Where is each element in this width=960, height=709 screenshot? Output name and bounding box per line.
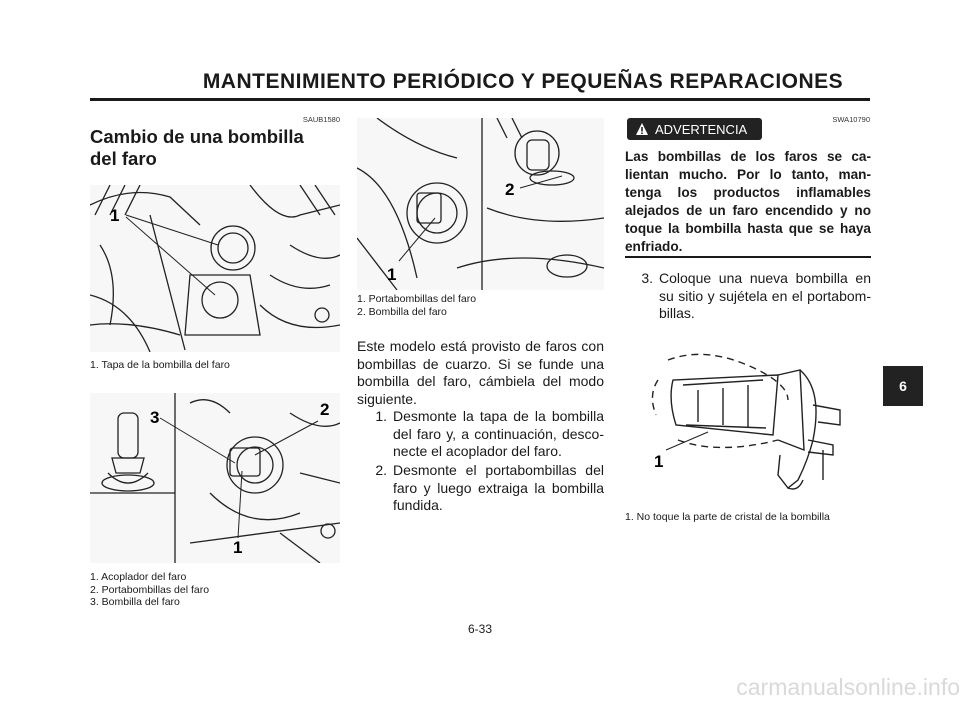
watermark: carmanualsonline.info bbox=[736, 674, 960, 700]
figure2-callout-2: 2 bbox=[320, 400, 330, 419]
step-2-number: 2. bbox=[375, 462, 387, 478]
figure3-callout-2: 2 bbox=[505, 180, 515, 199]
figure-headlight-coupler bbox=[90, 393, 340, 563]
figure-headlight-cover bbox=[90, 185, 340, 352]
step-3-number: 3. bbox=[641, 270, 653, 286]
warning-rule bbox=[625, 256, 871, 258]
figure2-callout-3: 3 bbox=[150, 408, 160, 427]
step-2-text: Desmonte el portabombillas del faro y luego extraiga la bombilla fundida. bbox=[393, 462, 604, 513]
warning-text: Las bombillas de los faros se ca-lientan mucho. Por lo tanto, man-tenga los productos inflamables alejados de un faro encendido y no toque la bombilla hasta que se haya enfriado. bbox=[625, 149, 871, 254]
figure1-caption: 1. Tapa de la bombilla del faro bbox=[90, 359, 230, 371]
figure3-callout-1: 1 bbox=[387, 265, 397, 284]
step-1-number: 1. bbox=[375, 408, 387, 424]
page-header-title: MANTENIMIENTO PERIÓDICO Y PEQUEÑAS REPARACIONES bbox=[202, 70, 844, 93]
step-2 bbox=[357, 462, 604, 515]
figure2-caption-line3: 3. Bombilla del faro bbox=[90, 596, 180, 608]
chapter-tab: 6 bbox=[883, 366, 923, 406]
figure2-caption-line1: 1. Acoplador del faro bbox=[90, 571, 187, 583]
figure2-caption bbox=[90, 571, 340, 609]
figure2-callout-1: 1 bbox=[233, 538, 243, 557]
figure4-callout-1: 1 bbox=[654, 452, 664, 471]
step-3 bbox=[625, 270, 871, 323]
header-rule bbox=[90, 98, 870, 101]
figure4-caption: 1. No toque la parte de cristal de la bombilla bbox=[625, 511, 830, 523]
figure1-callout-1: 1 bbox=[110, 206, 120, 225]
figure3-caption-line1: 1. Portabombillas del faro bbox=[357, 293, 477, 305]
warning-label: ADVERTENCIA bbox=[655, 121, 748, 137]
warning-icon bbox=[635, 122, 649, 136]
step-3-text: Coloque una nueva bombilla en su sitio y sujétela en el portabom-billas. bbox=[659, 270, 871, 321]
section-code: SAUB1580 bbox=[302, 115, 340, 124]
page-number: 6-33 bbox=[467, 622, 493, 636]
section-title-line1: Cambio de una bombilla bbox=[90, 126, 304, 147]
figure2-caption-line2: 2. Portabombillas del faro bbox=[90, 583, 210, 596]
figure-headlight-coupler-drawing bbox=[90, 393, 340, 563]
warning-badge bbox=[627, 118, 762, 140]
intro-paragraph: Este modelo está provisto de faros con bombillas de cuarzo. Si se funde una bombilla del faro, cámbiela del modo siguiente. bbox=[357, 338, 604, 407]
warning-code: SWA10790 bbox=[832, 115, 870, 124]
figure-bulb-holder bbox=[357, 118, 604, 290]
figure-new-bulb-drawing bbox=[628, 340, 868, 500]
figure-new-bulb bbox=[628, 340, 868, 500]
section-title-line2: del faro bbox=[90, 148, 157, 169]
figure3-caption bbox=[357, 293, 604, 318]
figure-headlight-cover-drawing bbox=[90, 185, 340, 352]
figure-bulb-holder-drawing bbox=[357, 118, 604, 290]
figure3-caption-line2: 2. Bombilla del faro bbox=[357, 305, 447, 318]
section-title bbox=[90, 126, 350, 170]
step-1 bbox=[357, 408, 604, 461]
step-1-text: Desmonte la tapa de la bombilla del faro y, a continuación, desco-necte el acoplador del faro. bbox=[393, 408, 604, 459]
